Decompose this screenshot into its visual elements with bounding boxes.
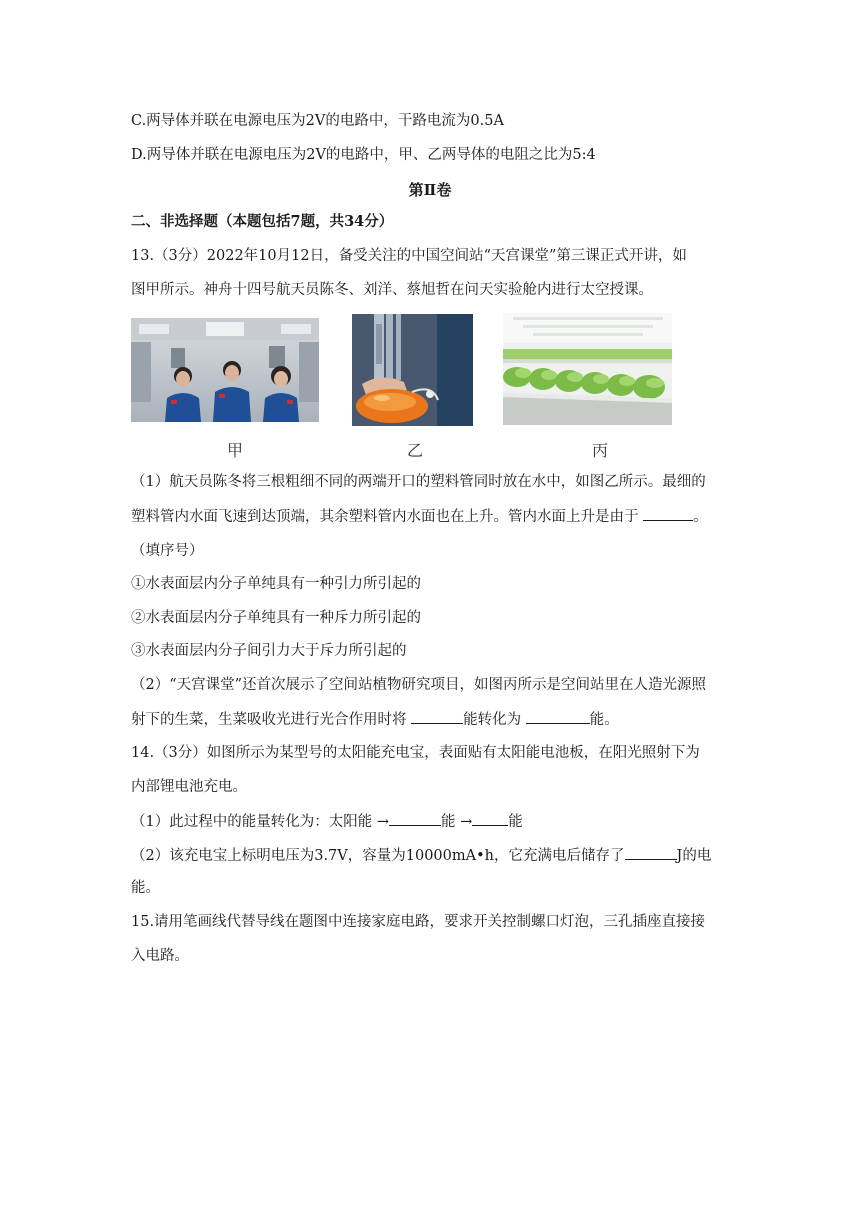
q13-part2-line1: （2）“天宫课堂”还首次展示了空间站植物研究项目，如图丙所示是空间站里在人造光源照: [131, 677, 707, 693]
q14-part1-mid: 能 →: [440, 814, 473, 830]
q14-line2: 内部锂电池充电。: [131, 779, 247, 795]
q13-part1-line1: （1）航天员陈冬将三根粗细不同的两端开口的塑料管同时放在水中，如图乙所示。最细的: [131, 474, 706, 490]
answer-blank-q14-1a[interactable]: [389, 811, 441, 826]
section-heading: 二、非选择题（本题包括7题，共34分）: [131, 213, 394, 230]
q14-part2-end: J的电: [676, 848, 712, 864]
q13-part1-line2: [131, 506, 708, 527]
figure-bing-lettuce: [503, 313, 672, 425]
answer-blank-q14-1b[interactable]: [472, 811, 508, 826]
option-c: C.两导体并联在电源电压为2V的电路中，干路电流为0.5A: [131, 113, 504, 129]
answer-blank-q13-2b[interactable]: [526, 709, 590, 724]
answer-blank-q13-2a[interactable]: [411, 709, 463, 724]
caption-jia: 甲: [226, 441, 243, 460]
q14-part2-line2: 能。: [131, 880, 160, 896]
q15-line2: 入电路。: [131, 948, 189, 964]
q13-part2-text: 射下的生菜，生菜吸收光进行光合作用时将: [131, 712, 407, 728]
q14-part2: [131, 845, 711, 866]
figure-jia-astronauts: [131, 318, 319, 422]
q15-line1: 15.请用笔画线代替导线在题图中连接家庭电路，要求开关控制螺口灯泡，三孔插座直接接: [131, 914, 706, 930]
q13-part2-mid: 能转化为: [463, 712, 522, 728]
q14-line1: 14.（3分）如图所示为某型号的太阳能充电宝，表面贴有太阳能电池板，在阳光照射下为: [131, 745, 700, 761]
q13-choice-1: ①水表面层内分子单纯具有一种引力所引起的: [131, 576, 421, 592]
q13-line1: 13.（3分）2022年10月12日，备受关注的中国空间站“天宫课堂”第三课正式开讲，如: [131, 248, 687, 264]
q13-choice-2: ②水表面层内分子单纯具有一种斥力所引起的: [131, 610, 421, 626]
answer-blank-q14-2[interactable]: [625, 845, 677, 860]
q13-part1-period: 。: [693, 509, 708, 525]
q13-part1-text: 塑料管内水面飞速到达顶端，其余塑料管内水面也在上升。管内水面上升是由于: [131, 509, 639, 525]
q13-part2-end: 能。: [589, 712, 619, 728]
q13-choice-3: ③水表面层内分子间引力大于斥力所引起的: [131, 643, 407, 659]
q13-line2: 图甲所示。神舟十四号航天员陈冬、刘洋、蔡旭哲在问天实验舱内进行太空授课。: [131, 282, 653, 298]
volume-title: 第Ⅱ卷: [408, 181, 452, 199]
caption-bing: 丙: [591, 441, 608, 460]
q14-part1-end: 能: [508, 814, 523, 830]
q14-part2-text: （2）该充电宝上标明电压为3.7V，容量为10000mA•h，它充满电后储存了: [131, 848, 625, 864]
answer-blank-q13-1[interactable]: [643, 506, 693, 521]
q14-part1: [131, 811, 523, 832]
q14-part1-text: （1）此过程中的能量转化为：太阳能 →: [131, 814, 389, 830]
q13-hint: （填序号）: [131, 543, 204, 559]
figure-yi-capillary-tubes: [352, 314, 473, 426]
q13-part2-line2: [131, 709, 619, 730]
option-d: D.两导体并联在电源电压为2V的电路中，甲、乙两导体的电阻之比为5:4: [131, 147, 596, 163]
caption-yi: 乙: [406, 441, 423, 460]
